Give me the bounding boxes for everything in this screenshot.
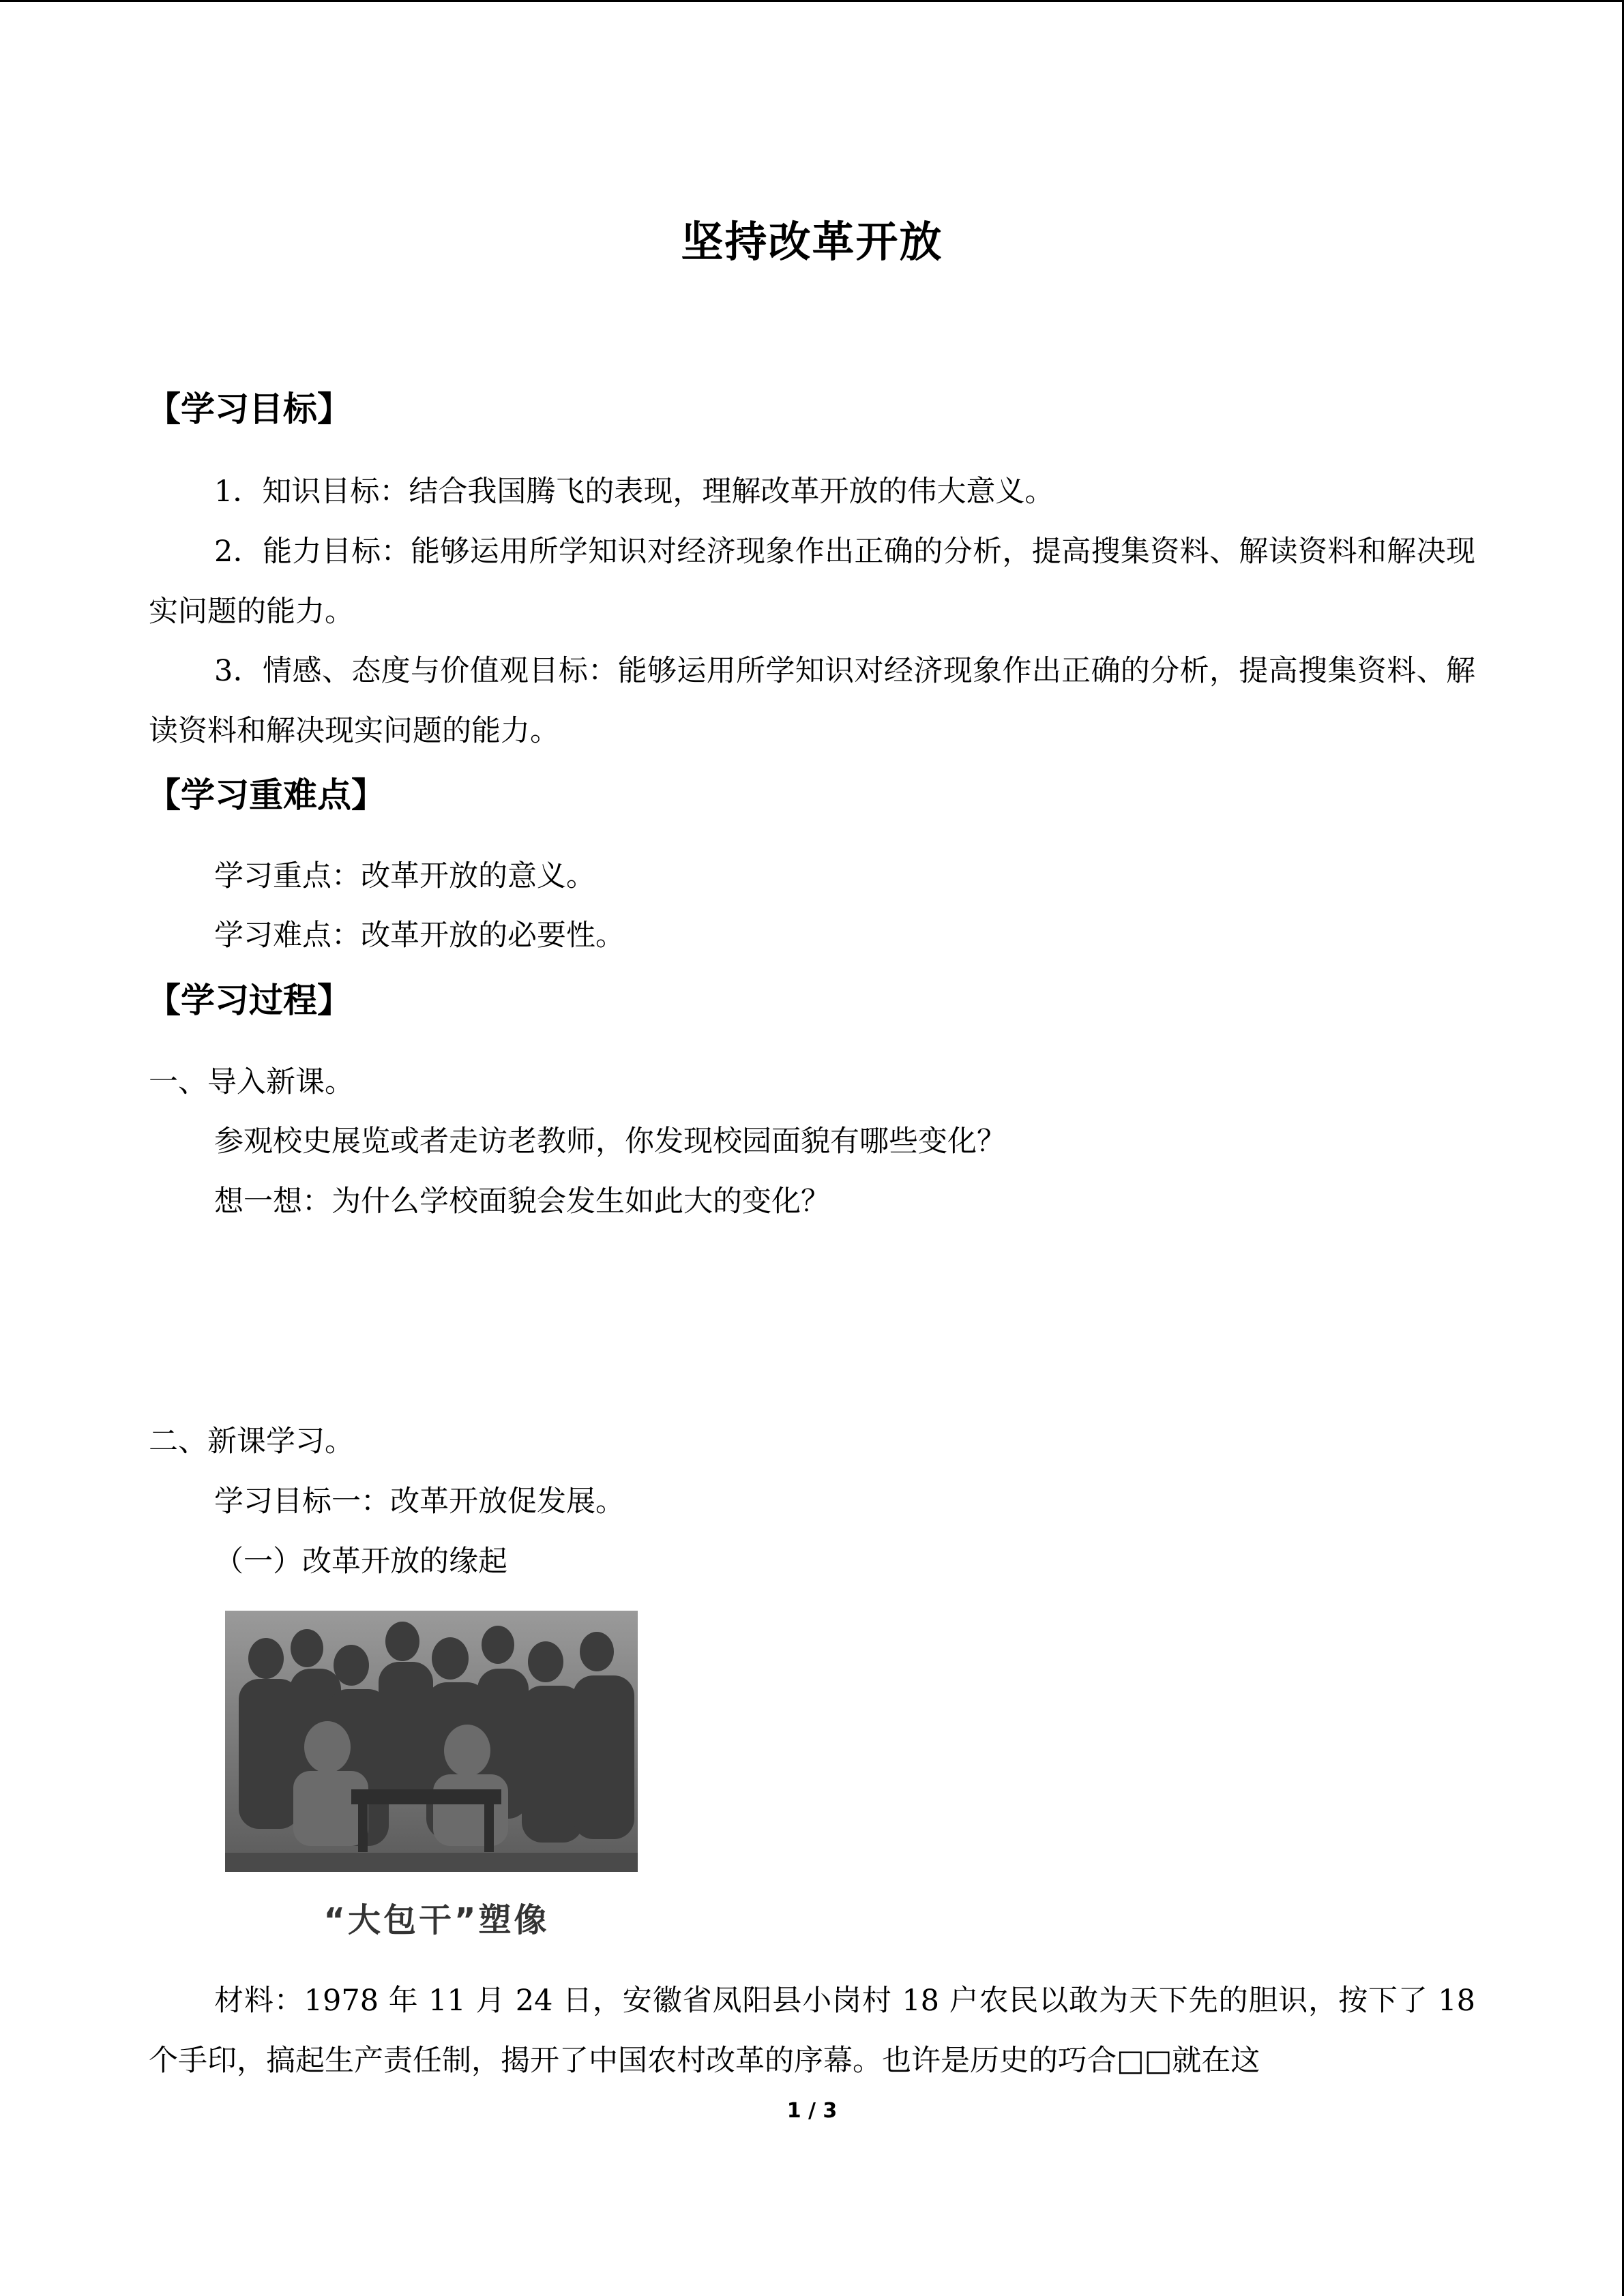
objective-item-2: 2．能力目标：能够运用所学知识对经济现象作出正确的分析，提高搜集资料、解读资料和解决现实问题的能力。	[149, 535, 1475, 629]
page-number: 1 / 3	[786, 2099, 838, 2123]
page-border-top	[0, 0, 1624, 2]
objective-item-3: 3．情感、态度与价值观目标：能够运用所学知识对经济现象作出正确的分析，提高搜集资料、解读资料和解决现实问题的能力。	[149, 654, 1475, 748]
intro-question-2: 想一想：为什么学校面貌会发生如此大的变化？	[214, 1184, 830, 1219]
process-heading: 【学习过程】	[147, 981, 351, 1020]
objective-item-1: 1．知识目标：结合我国腾飞的表现，理解改革开放的伟大意义。	[214, 475, 1054, 509]
objectives-heading: 【学习目标】	[147, 389, 351, 429]
key-focus: 学习重点：改革开放的意义。	[214, 859, 595, 893]
photo-caption: “大包干”塑像	[323, 1901, 550, 1939]
learning-objective-1: 学习目标一：改革开放促发展。	[214, 1485, 625, 1519]
key-points-heading: 【学习重难点】	[147, 775, 385, 815]
new-lesson-title: 二、新课学习。	[149, 1425, 354, 1459]
dabaogan-statue-photo	[225, 1611, 638, 1872]
material-paragraph: 材料：1978 年 11 月 24 日，安徽省凤阳县小岗村 18 户农民以敢为天下先的胆识，按下了 18 个手印，搞起生产责任制，揭开了中国农村改革的序幕。也许是历史的巧合□□就在这	[149, 1984, 1475, 2078]
subsection-title: （一）改革开放的缘起	[214, 1545, 507, 1579]
key-difficulty: 学习难点：改革开放的必要性。	[214, 919, 625, 953]
intro-question-1: 参观校史展览或者走访老教师，你发现校园面貌有哪些变化？	[214, 1124, 1006, 1159]
page-title: 坚持改革开放	[681, 217, 943, 267]
intro-title: 一、导入新课。	[149, 1065, 354, 1099]
